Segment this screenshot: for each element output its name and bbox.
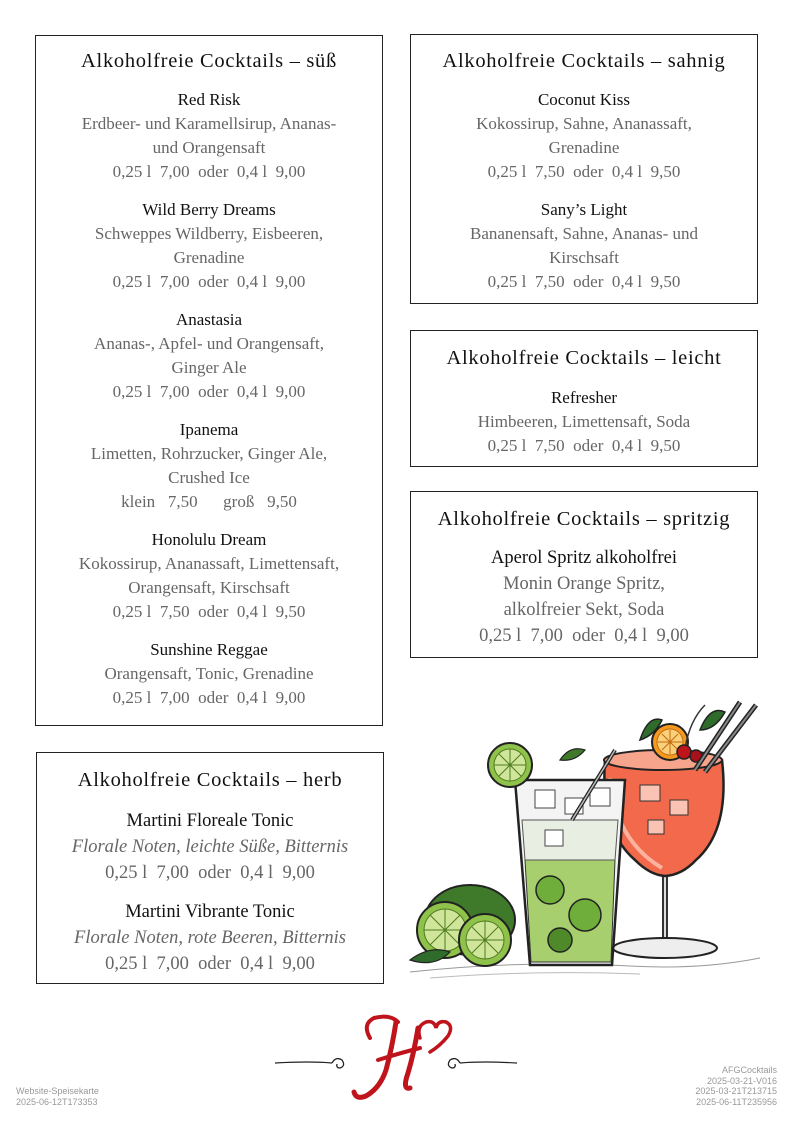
item-name: Coconut Kiss [537,90,631,109]
item-name: Sany’s Light [540,200,628,219]
menu-section-leicht [410,330,758,467]
item-name: Honolulu Dream [151,530,267,549]
item-name: Refresher [550,388,618,407]
item-price: 0,25 l 7,00 oder 0,4 l 9,00 [105,863,315,883]
menu-item [419,545,749,649]
item-description: Monin Orange Spritz, [503,574,665,594]
menu-item [419,88,749,184]
footer-version: 2025-03-21-V016 [706,1075,777,1086]
item-name: Anastasia [175,310,243,329]
footer-doc-id: AFGCocktails [721,1065,777,1075]
footer-timestamp: 2025-06-11T235956 [696,1096,777,1107]
item-price: 0,25 l 7,50 oder 0,4 l 9,50 [487,272,681,291]
item-name: Red Risk [177,90,241,109]
menu-section-herb [36,752,384,984]
item-price: 0,25 l 7,00 oder 0,4 l 9,00 [479,626,689,646]
footer-left [16,1086,99,1107]
item-description: Florale Noten, rote Beeren, Bitternis [74,928,346,948]
item-name: Aperol Spritz alkoholfrei [491,548,677,568]
footer-timestamp: 2025-06-12T173353 [16,1096,98,1107]
flourish-right-icon [448,1059,517,1068]
item-description: Limetten, Rohrzucker, Ginger Ale, [90,444,328,463]
item-price: 0,25 l 7,00 oder 0,4 l 9,00 [105,954,315,974]
menu-item [46,88,372,184]
item-description: Grenadine [173,248,245,267]
section-title-leicht: Alkoholfreie Cocktails – leicht [446,347,722,369]
section-title-suess: Alkoholfreie Cocktails – süß [81,50,337,72]
item-name: Martini Floreale Tonic [126,811,294,831]
menu-item [46,528,372,624]
item-price: 0,25 l 7,50 oder 0,4 l 9,50 [112,602,306,621]
item-price: 0,25 l 7,00 oder 0,4 l 9,00 [112,272,306,291]
item-description: Orangensaft, Tonic, Grenadine [104,664,314,683]
item-description: Florale Noten, leichte Süße, Bitternis [71,837,349,857]
menu-section-sahnig [410,34,758,304]
menu-item [46,638,372,710]
item-description: Schweppes Wildberry, Eisbeeren, [94,224,324,243]
menu-item [46,308,372,404]
item-price: klein 7,50 groß 9,50 [121,492,297,511]
mojito-glass-icon [515,750,625,965]
item-price: 0,25 l 7,50 oder 0,4 l 9,50 [487,162,681,181]
menu-item [45,808,375,886]
menu-item [419,386,749,458]
item-name: Ipanema [179,420,239,439]
section-title-sahnig: Alkoholfreie Cocktails – sahnig [442,50,726,72]
item-description: und Orangensaft [152,138,266,157]
item-description: Erdbeer- und Karamellsirup, Ananas- [81,114,337,133]
item-description: alkolfreier Sekt, Soda [503,600,665,620]
item-description: Kokossirup, Ananassaft, Limettensaft, [78,554,340,573]
item-price: 0,25 l 7,00 oder 0,4 l 9,00 [112,382,306,401]
menu-item [45,899,375,977]
footer-right [695,1065,777,1107]
menu-item [46,418,372,514]
menu-section-spritzig [410,491,758,658]
lime-group-icon [410,885,515,966]
menu-item [419,198,749,294]
item-price: 0,25 l 7,50 oder 0,4 l 9,50 [487,436,681,455]
item-description: Grenadine [548,138,620,157]
item-price: 0,25 l 7,00 oder 0,4 l 9,00 [112,688,306,707]
cocktail-illustration [400,690,770,990]
item-description: Orangensaft, Kirschsaft [128,578,290,597]
item-description: Kokossirup, Sahne, Ananassaft, [476,114,692,133]
item-price: 0,25 l 7,00 oder 0,4 l 9,00 [112,162,306,181]
item-description: Ananas-, Apfel- und Orangensaft, [94,334,324,353]
item-description: Crushed Ice [168,468,250,487]
section-title-spritzig: Alkoholfreie Cocktails – spritzig [437,508,731,530]
item-description: Himbeeren, Limettensaft, Soda [477,412,691,431]
menu-item [46,198,372,294]
flourish-left-icon [275,1059,344,1068]
footer-label: Website-Speisekarte [16,1086,99,1096]
monogram-h-icon [354,1017,451,1098]
item-name: Sunshine Reggae [150,640,268,659]
footer-timestamp: 2025-03-21T213715 [695,1086,777,1096]
logo-monogram [270,1008,522,1108]
item-description: Bananensaft, Sahne, Ananas- und [469,224,699,243]
item-description: Ginger Ale [171,358,247,377]
menu-section-suess [35,35,383,726]
item-description: Kirschsaft [549,248,619,267]
item-name: Wild Berry Dreams [142,200,276,219]
item-name: Martini Vibrante Tonic [125,902,295,922]
section-title-herb: Alkoholfreie Cocktails – herb [77,769,343,791]
